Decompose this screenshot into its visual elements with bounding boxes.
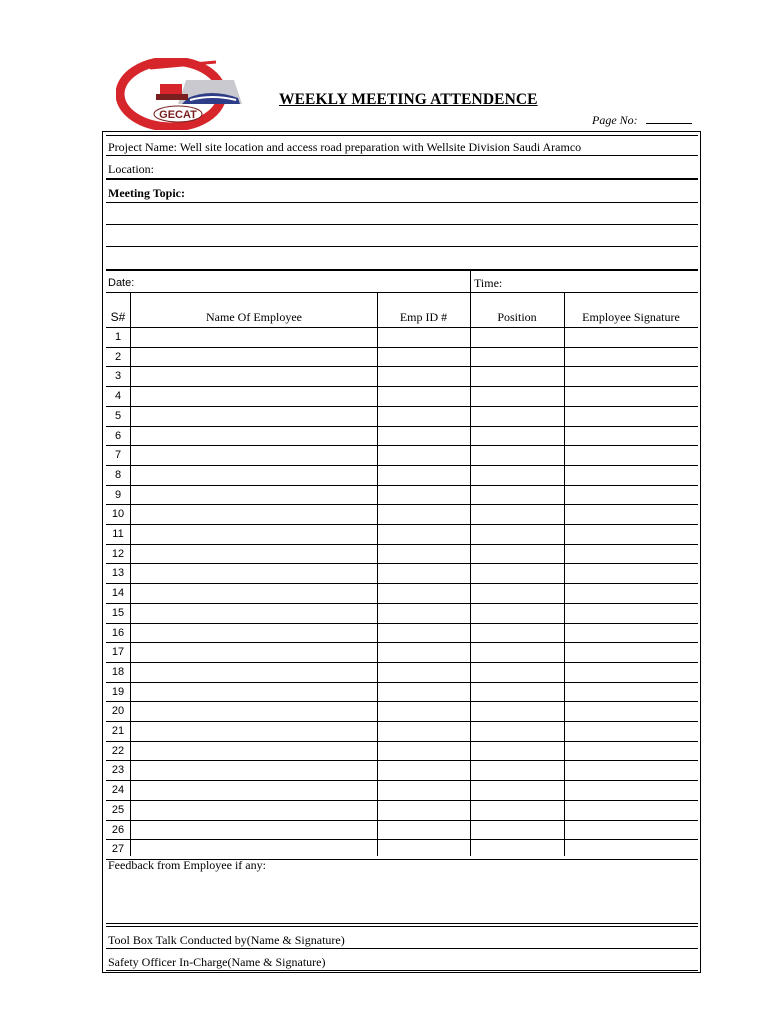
row-number: 15 [111, 606, 125, 619]
divider [106, 292, 698, 293]
divider [106, 224, 698, 225]
divider [106, 923, 698, 924]
safety-officer-label: Safety Officer In-Charge(Name & Signature) [108, 955, 326, 969]
form-top-border [106, 135, 698, 136]
company-logo [116, 58, 246, 130]
row-number: 3 [114, 370, 122, 383]
page-title: WEEKLY MEETING ATTENDENCE [279, 91, 538, 108]
row-number: 22 [111, 744, 125, 757]
divider [106, 948, 698, 949]
table-row-divider [106, 839, 698, 840]
divider [106, 178, 698, 180]
divider [106, 269, 698, 271]
form-bottom-border [106, 970, 698, 971]
row-number: 10 [111, 508, 125, 521]
col-header-name: Name Of Employee [206, 310, 302, 324]
col-header-serial: S# [110, 310, 126, 324]
page-number [592, 113, 692, 128]
divider [106, 926, 698, 927]
table-row-divider [106, 642, 698, 643]
row-number: 8 [114, 468, 122, 481]
table-row-divider [106, 721, 698, 722]
row-number: 1 [114, 331, 122, 343]
table-row-divider [106, 563, 698, 564]
row-number: 25 [111, 803, 125, 816]
table-row-divider [106, 741, 698, 742]
page-number-label: Page No: [592, 113, 638, 127]
table-row-divider [106, 603, 698, 604]
row-number: 9 [114, 488, 122, 501]
attendance-form [106, 135, 698, 971]
col-divider [564, 292, 565, 856]
row-number: 7 [114, 449, 122, 462]
row-number: 19 [111, 685, 125, 698]
table-row-divider [106, 445, 698, 446]
table-row-divider [106, 544, 698, 545]
divider [106, 202, 698, 203]
col-header-signature: Employee Signature [582, 310, 680, 324]
location-label: Location: [108, 162, 154, 176]
row-number: 6 [114, 429, 122, 442]
table-row-divider [106, 465, 698, 466]
table-row-divider [106, 623, 698, 624]
row-number: 21 [111, 725, 125, 737]
date-label: Date: [108, 277, 135, 289]
table-row-divider [106, 780, 698, 781]
toolbox-talk-label: Tool Box Talk Conducted by(Name & Signature) [108, 933, 345, 947]
table-row-divider [106, 583, 698, 584]
feedback-label: Feedback from Employee if any: [108, 858, 266, 872]
col-divider [470, 292, 471, 856]
table-row-divider [106, 701, 698, 702]
row-number: 13 [111, 567, 125, 580]
table-row-divider [106, 406, 698, 407]
row-number: 12 [111, 547, 125, 560]
row-number: 27 [111, 843, 125, 856]
row-number: 18 [111, 665, 125, 678]
page-number-blank[interactable] [646, 113, 692, 124]
table-row-divider [106, 820, 698, 821]
row-number: 16 [111, 626, 125, 639]
meeting-topic-label: Meeting Topic: [108, 186, 185, 200]
table-row-divider [106, 485, 698, 486]
table-row-divider [106, 347, 698, 348]
table-row-divider [106, 386, 698, 387]
divider [106, 155, 698, 156]
table-row-divider [106, 426, 698, 427]
row-number: 4 [114, 390, 122, 403]
row-number: 24 [111, 784, 125, 797]
col-header-position: Position [497, 310, 537, 324]
row-number: 2 [114, 350, 122, 363]
col-divider [377, 292, 378, 856]
divider [106, 327, 698, 328]
col-header-emp-id: Emp ID # [399, 310, 448, 324]
table-row-divider [106, 504, 698, 505]
row-number: 11 [112, 528, 124, 540]
divider [106, 246, 698, 247]
table-row-divider [106, 800, 698, 801]
col-divider [130, 292, 131, 856]
row-number: 20 [111, 705, 125, 718]
row-number: 26 [111, 823, 125, 836]
row-number: 17 [111, 646, 125, 659]
table-row-divider [106, 760, 698, 761]
table-row-divider [106, 524, 698, 525]
table-row-divider [106, 682, 698, 683]
row-number: 23 [111, 764, 125, 777]
project-name-field: Project Name: Well site location and access road preparation with Wellsite Division Saudi Aramco [108, 140, 582, 154]
time-label: Time: [474, 276, 503, 290]
row-number: 14 [111, 587, 125, 600]
date-time-divider [470, 270, 471, 292]
row-number: 5 [114, 409, 122, 422]
table-row-divider [106, 366, 698, 367]
logo-text: GECAT [159, 109, 197, 121]
table-row-divider [106, 662, 698, 663]
